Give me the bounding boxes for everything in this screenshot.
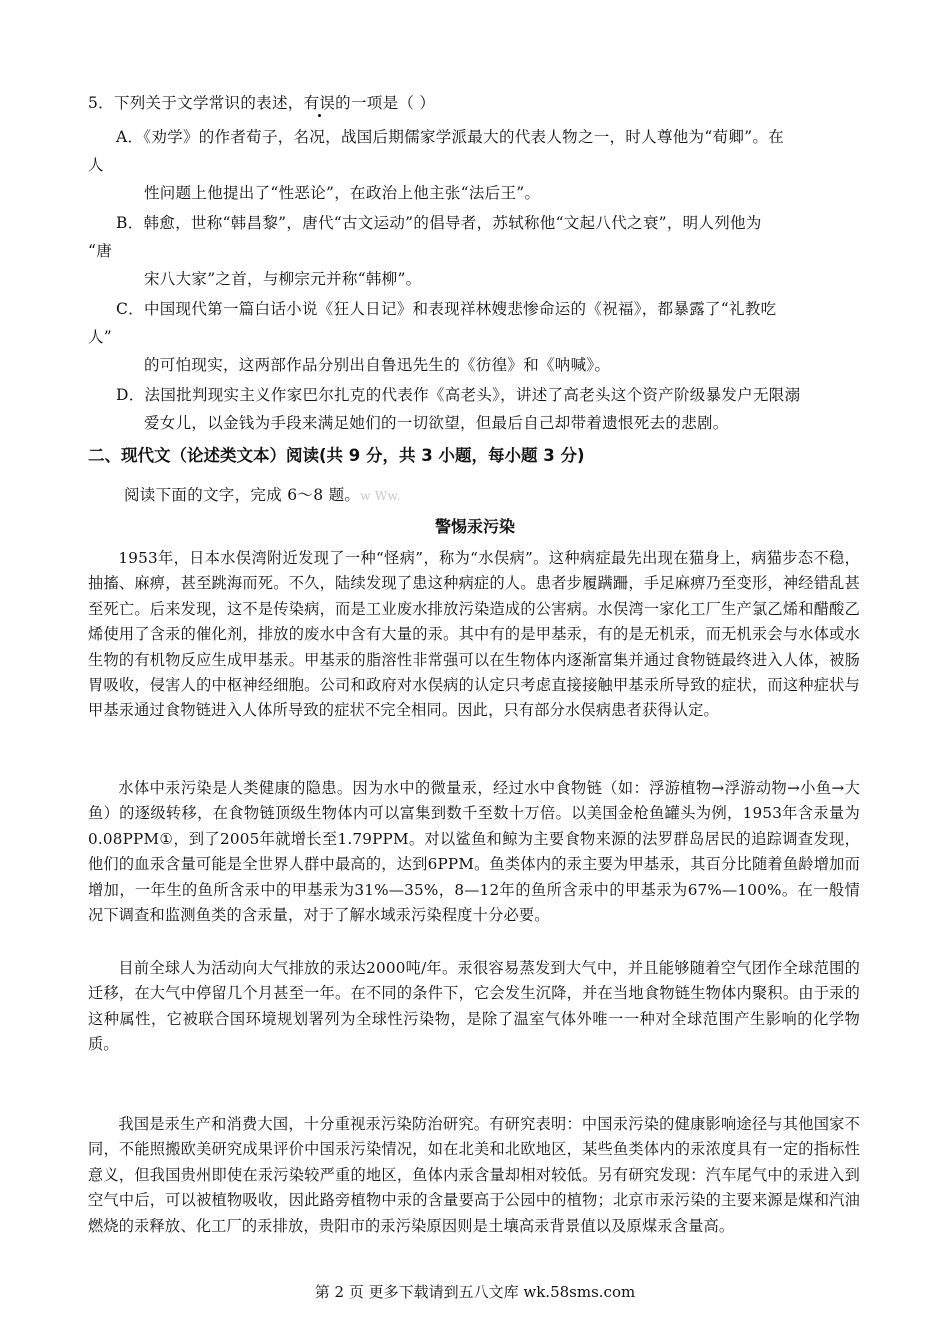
article-paragraph-1: 1953年，日本水俣湾附近发现了一种“怪病”，称为“水俣病”。这种病症最先出现在猫身上，病猫步态不稳，抽搐、麻痹，甚至跳海而死。不久，陆续发现了患这种病症的人。患者步履蹒跚，手足麻痹乃至变形，神经错乱甚至死亡。后来发现，这不是传染病，而是工业废水排放污染造成的公害病。水俣湾一家化工厂生产氯乙烯和醋酸乙烯使用了含汞的催化剂，排放的废水中含有大量的汞。其中有的是甲基汞，有的是无机汞，而无机汞会与水体或水生物的有机物反应生成甲基汞。甲基汞的脂溶性非常强可以在生物体内逐渐富集并通过食物链最终进入人体，被肠胃吸收，侵害人的中枢神经细胞。公司和政府对水俣病的认定只考虑直接接触甲基汞所导致的症状，而这种症状与甲基汞通过食物链进入人体所导致的症状不完全相同。因此，只有部分水俣病患者获得认定。 [88, 549, 860, 720]
question-5-emphasis: 有误 [303, 94, 336, 112]
reading-instruction [124, 484, 401, 507]
option-c-line-3: 的可怕现实，这两部作品分别出自鲁迅先生的《彷徨》和《呐喊》。 [144, 356, 611, 374]
option-a-line-2: 人 [88, 156, 104, 174]
option-d-line-1: D．法国批判现实主义作家巴尔扎克的代表作《高老头》，讲述了高老头这个资产阶级暴发户无限溺 [116, 386, 801, 404]
faint-watermark-text: w Ww. [360, 489, 401, 503]
option-b-line-2: “唐 [88, 242, 113, 260]
section-heading: 二、现代文（论述类文本）阅读(共 9 分，共 3 小题，每小题 3 分) [88, 446, 585, 465]
option-b-line-3: 宋八大家”之首，与柳宗元并称“韩柳”。 [144, 270, 422, 288]
option-c-line-1: C．中国现代第一篇白话小说《狂人日记》和表现祥林嫂悲惨命运的《祝福》，都暴露了“礼教吃 [116, 300, 777, 318]
option-a-line-3: 性问题上他提出了“性恶论”，在政治上他主张“法后王”。 [144, 184, 541, 202]
article-paragraph-2: 水体中汞污染是人类健康的隐患。因为水中的微量汞，经过水中食物链（如：浮游植物→浮游动物→小鱼→大鱼）的逐级转移，在食物链顶级生物体内可以富集到数千至数十万倍。以美国金枪鱼罐头为例，1953年含汞量为0.08PPM①，到了2005年就增长至1.79PPM。对以鲨鱼和鲸为主要食物来源的法罗群岛居民的追踪调查发现，他们的血汞含量可能是全世界人群中最高的，达到6PPM。鱼类体内的汞主要为甲基汞，其百分比随着鱼龄增加而增加，一年生的鱼所含汞中的甲基汞为31%—35%，8—12年的鱼所含汞中的甲基汞为67%—100%。在一般情况下调查和监测鱼类的含汞量，对于了解水域汞污染程度十分必要。 [88, 779, 860, 925]
option-a-line-1: A．《劝学》的作者荀子，名况，战国后期儒家学派最大的代表人物之一，时人尊他为“荀卿”。在 [116, 128, 784, 146]
article-paragraph-4: 我国是汞生产和消费大国，十分重视汞污染防治研究。有研究表明：中国汞污染的健康影响途径与其他国家不同，不能照搬欧美研究成果评价中国汞污染情况，如在北美和北欧地区，某些鱼类体内的汞浓度具有一定的指标性意义，但我国贵州即使在汞污染较严重的地区，鱼体内汞含量却相对较低。另有研究发现：汽车尾气中的汞进入到空气中后，可以被植物吸收，因此路旁植物中汞的含量要高于公园中的植物；北京市汞污染的主要来源是煤和汽油燃烧的汞释放、化工厂的汞排放，贵阳市的汞污染原因则是土壤高汞背景值以及原煤汞含量高。 [88, 1115, 860, 1235]
option-b-line-1: B．韩愈，世称“韩昌黎”，唐代“古文运动”的倡导者，苏轼称他“文起八代之衰”，明人列他为 [116, 214, 762, 232]
article-paragraph-3: 目前全球人为活动向大气排放的汞达2000吨/年。汞很容易蒸发到大气中，并且能够随着空气团作全球范围的迁移，在大气中停留几个月甚至一年。在不同的条件下，它会发生沉降，并在当地食物链生物体内聚积。由于汞的这种属性，它被联合国环境规划署列为全球性污染物，是除了温室气体外唯一一种对全球范围产生影响的化学物质。 [88, 959, 860, 1054]
reading-instruction-text: 阅读下面的文字，完成 6～8 题。 [124, 486, 361, 504]
question-5-stem-pre: 5．下列关于文学常识的表述， [88, 94, 304, 112]
option-d-line-2: 爱女儿，以金钱为手段来满足她们的一切欲望，但最后自己却带着遗恨死去的悲剧。 [144, 414, 729, 432]
article-title: 警惕汞污染 [434, 517, 515, 536]
option-c-line-2: 人” [88, 328, 113, 346]
question-5-stem-post: 的一项是（ ） [335, 94, 436, 112]
page-footer: 第 2 页 更多下载请到五八文库 wk.58sms.com [314, 1283, 636, 1301]
question-5-stem [88, 92, 435, 114]
